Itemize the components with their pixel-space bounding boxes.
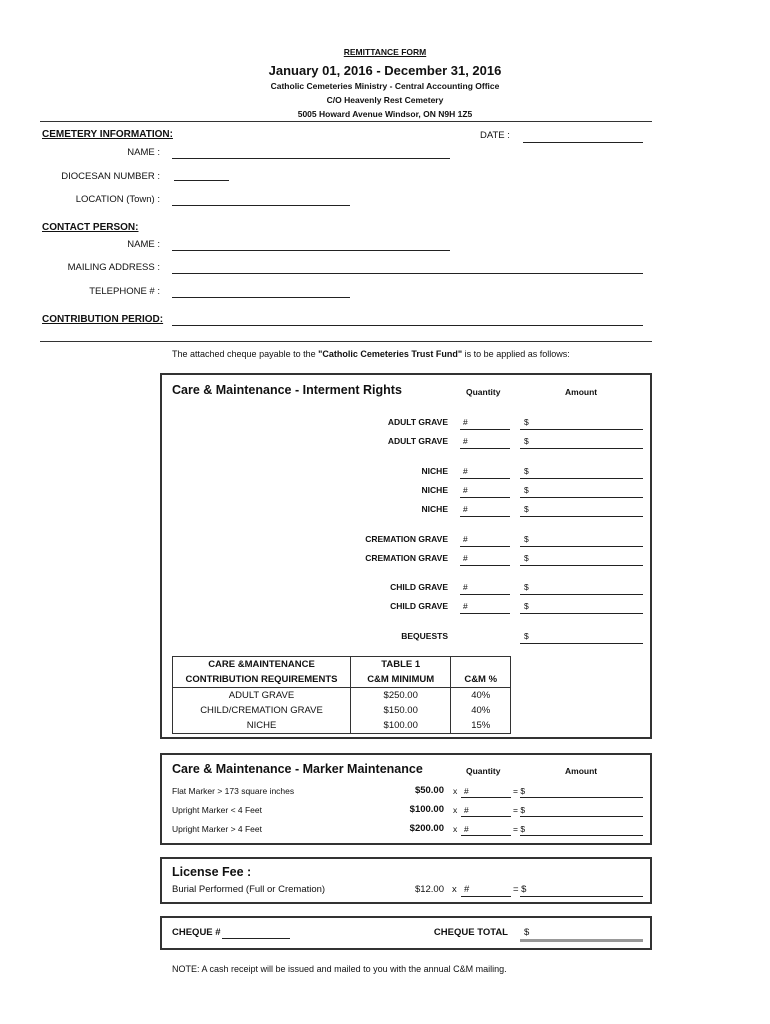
contribution-period-field[interactable] <box>172 325 643 326</box>
interment-row-dollar: $ <box>524 436 529 446</box>
interment-row-hash: # <box>463 466 468 476</box>
license-quantity-field[interactable] <box>461 896 511 897</box>
marker-amount-field[interactable] <box>520 816 643 817</box>
interment-amount-field[interactable] <box>520 429 643 430</box>
location-label: LOCATION (Town) : <box>75 194 160 205</box>
interment-quantity-header: Quantity <box>466 387 501 397</box>
marker-amount-field[interactable] <box>520 797 643 798</box>
interment-quantity-field[interactable] <box>460 448 510 449</box>
interment-row-hash: # <box>463 534 468 544</box>
license-amount-field[interactable] <box>520 896 643 897</box>
header-divider <box>40 121 652 122</box>
cemetery-heading: CEMETERY INFORMATION: <box>42 129 173 140</box>
intro-text: The attached cheque payable to the "Catholic Cemeteries Trust Fund" is to be applied as follows: <box>172 349 570 359</box>
cheque-total-label: CHEQUE TOTAL <box>433 927 508 938</box>
interment-row-label: CHILD GRAVE <box>390 601 448 611</box>
interment-quantity-field[interactable] <box>460 565 510 566</box>
date-field[interactable] <box>523 142 643 143</box>
marker-row-equals-dollar: = $ <box>513 805 526 815</box>
org-line-3: 5005 Howard Avenue Windsor, ON N9H 1Z5 <box>297 109 473 119</box>
license-title: License Fee : <box>172 865 252 879</box>
org-line-1: Catholic Cemeteries Ministry - Central Accounting Office <box>270 81 500 91</box>
marker-row-hash: # <box>464 805 469 815</box>
interment-quantity-field[interactable] <box>460 516 510 517</box>
license-hash: # <box>464 884 470 895</box>
license-equals-dollar: = $ <box>513 884 527 895</box>
telephone-label: TELEPHONE # : <box>89 286 160 297</box>
marker-row-label: Upright Marker > 4 Feet <box>172 824 262 834</box>
interment-row-label: NICHE <box>421 466 448 476</box>
contact-name-label: NAME : <box>127 239 160 250</box>
telephone-field[interactable] <box>172 297 350 298</box>
marker-row-hash: # <box>464 824 469 834</box>
interment-quantity-field[interactable] <box>460 594 510 595</box>
marker-row-label: Upright Marker < 4 Feet <box>172 805 262 815</box>
req-col3-header: C&M % <box>451 657 511 688</box>
marker-row-price: $50.00 <box>414 785 444 796</box>
mailing-address-field[interactable] <box>172 273 643 274</box>
interment-row-label: ADULT GRAVE <box>387 436 448 446</box>
interment-amount-header: Amount <box>565 387 598 397</box>
interment-amount-field[interactable] <box>520 613 643 614</box>
interment-amount-field[interactable] <box>520 516 643 517</box>
interment-quantity-field[interactable] <box>460 429 510 430</box>
license-x: x <box>452 884 457 895</box>
interment-row-dollar: $ <box>524 466 529 476</box>
interment-amount-field[interactable] <box>520 565 643 566</box>
marker-quantity-field[interactable] <box>461 797 511 798</box>
interment-row-dollar: $ <box>524 553 529 563</box>
interment-row-dollar: $ <box>524 417 529 427</box>
cheque-number-field[interactable] <box>222 938 290 939</box>
interment-amount-field[interactable] <box>520 594 643 595</box>
interment-amount-field[interactable] <box>520 546 643 547</box>
marker-row-price: $200.00 <box>409 823 444 834</box>
marker-row-x: x <box>453 786 458 796</box>
marker-row-hash: # <box>464 786 469 796</box>
interment-row-label: CREMATION GRAVE <box>365 534 448 544</box>
marker-row-equals-dollar: = $ <box>513 824 526 834</box>
interment-row-dollar: $ <box>524 504 529 514</box>
mailing-address-label: MAILING ADDRESS : <box>67 262 160 273</box>
interment-row-hash: # <box>463 436 468 446</box>
marker-quantity-field[interactable] <box>461 816 511 817</box>
interment-row-dollar: $ <box>524 485 529 495</box>
interment-row-dollar: $ <box>524 582 529 592</box>
requirements-table <box>172 656 511 734</box>
interment-row-hash: # <box>463 553 468 563</box>
note-text: NOTE: A cash receipt will be issued and mailed to you with the annual C&M mailing. <box>172 964 507 974</box>
diocesan-field[interactable] <box>174 180 229 181</box>
req-col2-header: TABLE 1 C&M MINIMUM <box>351 657 451 688</box>
bequests-label: BEQUESTS <box>401 631 448 641</box>
req-col1-header: CARE &MAINTENANCE CONTRIBUTION REQUIREMENTS <box>173 657 351 688</box>
interment-row-hash: # <box>463 601 468 611</box>
interment-row-label: CREMATION GRAVE <box>365 553 448 563</box>
diocesan-label: DIOCESAN NUMBER : <box>61 171 160 182</box>
license-price: $12.00 <box>414 884 444 895</box>
cheque-total-dollar: $ <box>524 927 530 938</box>
marker-row-x: x <box>453 824 458 834</box>
marker-row-price: $100.00 <box>409 804 444 815</box>
marker-row-equals-dollar: = $ <box>513 786 526 796</box>
interment-row-dollar: $ <box>524 534 529 544</box>
interment-title: Care & Maintenance - Interment Rights <box>172 383 402 397</box>
form-title: REMITTANCE FORM <box>343 47 427 57</box>
marker-row-x: x <box>453 805 458 815</box>
interment-amount-field[interactable] <box>520 497 643 498</box>
org-line-2: C/O Heavenly Rest Cemetery <box>326 95 444 105</box>
req-percent-column: 40% 40% 15% <box>451 688 511 734</box>
interment-quantity-field[interactable] <box>460 497 510 498</box>
interment-amount-field[interactable] <box>520 478 643 479</box>
marker-title: Care & Maintenance - Marker Maintenance <box>172 762 423 776</box>
cemetery-name-field[interactable] <box>172 158 450 159</box>
cheque-number-label: CHEQUE # <box>172 927 221 938</box>
marker-row-label: Flat Marker > 173 square inches <box>172 786 295 796</box>
interment-row-label: CHILD GRAVE <box>390 582 448 592</box>
date-label: DATE : <box>480 130 510 141</box>
interment-quantity-field[interactable] <box>460 478 510 479</box>
section-divider <box>40 341 652 342</box>
license-label: Burial Performed (Full or Cremation) <box>172 884 326 895</box>
marker-amount-header: Amount <box>565 766 598 776</box>
cheque-total-field[interactable] <box>520 939 643 942</box>
contact-name-field[interactable] <box>172 250 450 251</box>
contact-heading: CONTACT PERSON: <box>42 222 139 233</box>
interment-row-hash: # <box>463 485 468 495</box>
interment-quantity-field[interactable] <box>460 546 510 547</box>
req-minimum-column: $250.00 $150.00 $100.00 <box>351 688 451 734</box>
interment-row-label: NICHE <box>421 504 448 514</box>
bequests-dollar: $ <box>524 631 529 641</box>
marker-quantity-header: Quantity <box>466 766 501 776</box>
interment-row-label: NICHE <box>421 485 448 495</box>
interment-row-hash: # <box>463 417 468 427</box>
interment-row-dollar: $ <box>524 601 529 611</box>
interment-amount-field[interactable] <box>520 448 643 449</box>
req-type-column: ADULT GRAVE CHILD/CREMATION GRAVE NICHE <box>173 688 351 734</box>
cemetery-name-label: NAME : <box>127 147 160 158</box>
bequests-amount-field[interactable] <box>520 643 643 644</box>
marker-quantity-field[interactable] <box>461 835 511 836</box>
interment-quantity-field[interactable] <box>460 613 510 614</box>
marker-amount-field[interactable] <box>520 835 643 836</box>
interment-row-label: ADULT GRAVE <box>387 417 448 427</box>
interment-row-hash: # <box>463 504 468 514</box>
period-title: January 01, 2016 - December 31, 2016 <box>268 63 502 78</box>
interment-row-hash: # <box>463 582 468 592</box>
location-field[interactable] <box>172 205 350 206</box>
contribution-heading: CONTRIBUTION PERIOD: <box>42 314 164 325</box>
